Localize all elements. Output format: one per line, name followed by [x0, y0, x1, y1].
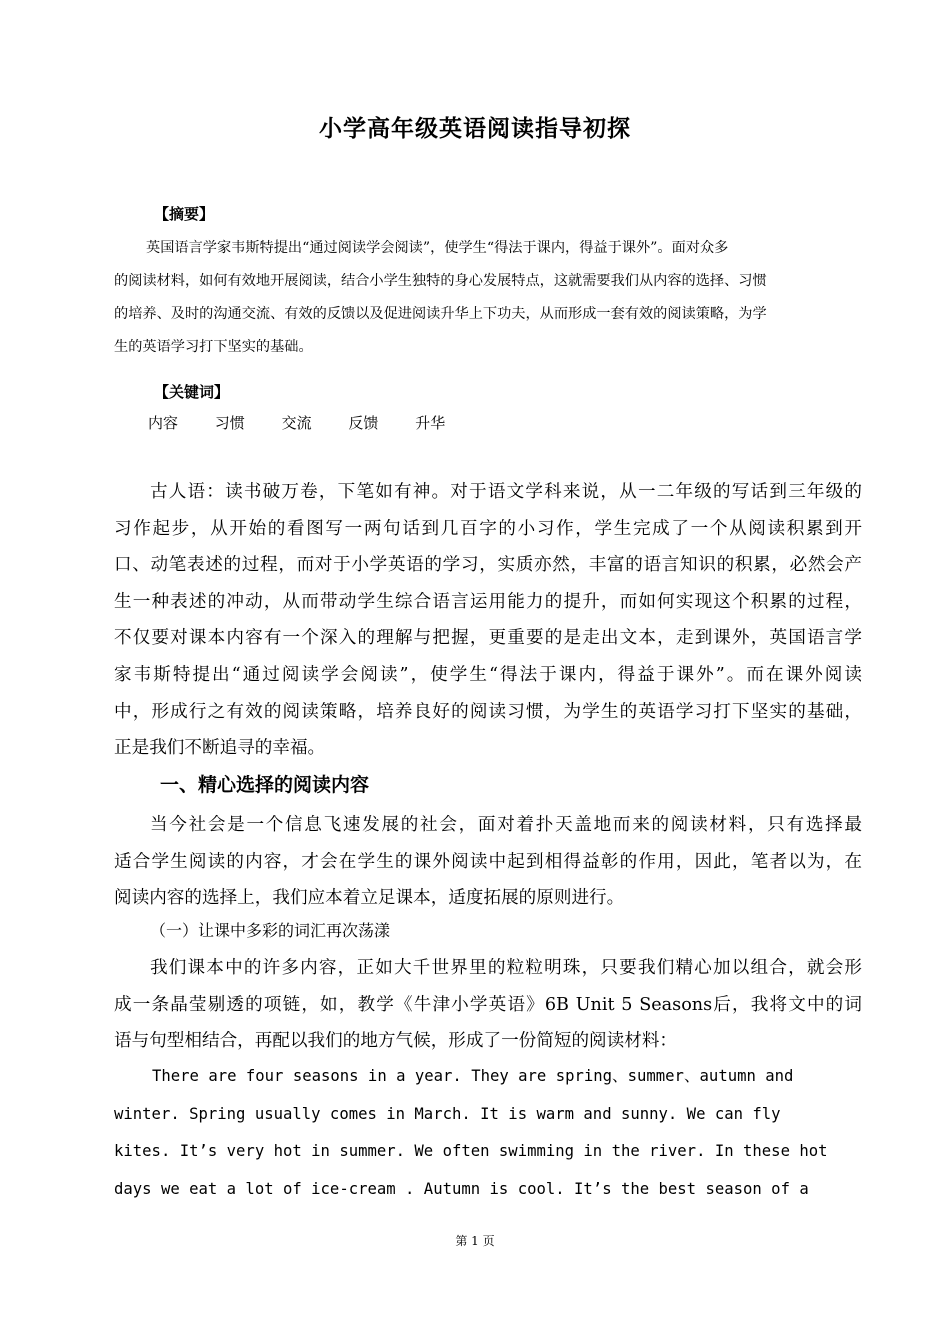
section-line: 阅读内容的选择上，我们应本着立足课本，适度拓展的原则进行。: [114, 888, 625, 909]
english-line: There are four seasons in a year. They are spring、summer、autumn and: [152, 1067, 794, 1085]
sub-heading: （一）让课中多彩的词汇再次荡漾: [150, 921, 391, 940]
abstract-line: 的阅读材料，如何有效地开展阅读，结合小学生独特的身心发展特点，这就需要我们从内容的选择、习惯: [114, 273, 767, 289]
keyword-item: 内容: [148, 414, 179, 432]
intro-line: 生一种表述的冲动，从而带动学生综合语言运用能力的提升，而如何实现这个积累的过程，: [114, 591, 862, 612]
abstract-paragraph: [114, 232, 862, 364]
section-heading: 一、精心选择的阅读内容: [160, 774, 370, 796]
english-line: winter. Spring usually comes in March. It is warm and sunny. We can fly: [114, 1104, 781, 1123]
keywords-label: 【关键词】: [154, 383, 230, 401]
abstract-line: 生的英语学习打下坚实的基础。: [114, 339, 313, 355]
english-line: kites. It’s very hot in summer. We often swimming in the river. In these hot: [114, 1142, 828, 1160]
english-line: days we eat a lot of ice-cream . Autumn is cool. It’s the best season of a: [114, 1179, 809, 1198]
keyword-item: 升华: [415, 414, 446, 432]
section-paragraph: [114, 807, 862, 917]
intro-line: 口、动笔表述的过程，而对于小学英语的学习，实质亦然，丰富的语言知识的积累，必然会产: [114, 555, 862, 576]
english-reading-material: [114, 1058, 854, 1208]
section-line: 当今社会是一个信息飞速发展的社会，面对着扑天盖地而来的阅读材料，只有选择最: [150, 815, 862, 835]
sub-line: 语与句型相结合，再配以我们的地方气候，形成了一份简短的阅读材料：: [114, 1031, 678, 1052]
sub-line: 成一条晶莹剔透的项链，如，教学《牛津小学英语》6B Unit 5 Seasons后，我将文中的词: [114, 994, 862, 1015]
abstract-line: 的培养、及时的沟通交流、有效的反馈以及促进阅读升华上下功夫，从而形成一套有效的阅读策略，为学: [114, 306, 767, 322]
sub-line: 我们课本中的许多内容，正如大千世界里的粒粒明珠，只要我们精心加以组合，就会形: [150, 958, 862, 978]
keywords-list: [148, 412, 477, 433]
intro-line: 中，形成行之有效的阅读策略，培养良好的阅读习惯，为学生的英语学习打下坚实的基础，: [114, 701, 862, 722]
keyword-item: 反馈: [348, 414, 379, 432]
intro-line: 家韦斯特提出“通过阅读学会阅读”，使学生“得法于课内，得益于课外”。而在课外阅读: [114, 664, 862, 685]
intro-paragraph: [114, 474, 862, 767]
abstract-label: 【摘要】: [154, 205, 215, 223]
section-line: 适合学生阅读的内容，才会在学生的课外阅读中起到相得益彰的作用，因此，笔者以为，在: [114, 851, 862, 872]
keyword-item: 习惯: [214, 414, 245, 432]
intro-line: 不仅要对课本内容有一个深入的理解与把握，更重要的是走出文本，走到课外，英国语言学: [114, 628, 862, 649]
intro-line: 正是我们不断追寻的幸福。: [114, 738, 326, 759]
intro-line: 古人语：读书破万卷，下笔如有神。对于语文学科来说，从一二年级的写话到三年级的: [150, 482, 862, 502]
intro-line: 习作起步，从开始的看图写一两句话到几百字的小习作，学生完成了一个从阅读积累到开: [114, 518, 862, 539]
page-title: 小学高年级英语阅读指导初探: [319, 116, 631, 142]
sub-paragraph: [114, 950, 862, 1060]
abstract-line: 英国语言学家韦斯特提出“通过阅读学会阅读”，使学生“得法于课内，得益于课外”。面对众多: [146, 240, 729, 256]
page-number: 第 1 页: [455, 1234, 495, 1248]
keyword-item: 交流: [281, 414, 312, 432]
